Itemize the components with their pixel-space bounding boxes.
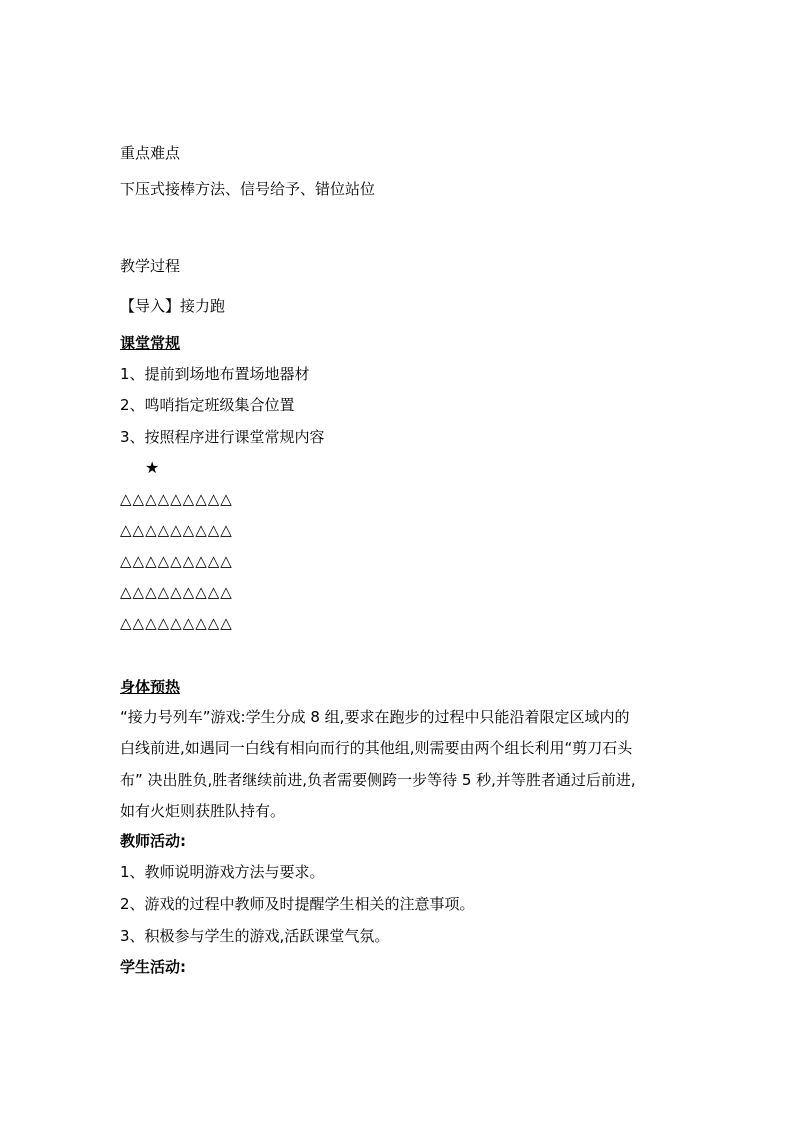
class-routine-item: 3、按照程序进行课堂常规内容 xyxy=(120,428,325,446)
key-difficulty-title: 重点难点 xyxy=(120,144,181,162)
formation-row: △△△△△△△△△ xyxy=(120,490,233,508)
teaching-process-title: 教学过程 xyxy=(120,257,181,275)
warmup-description-line: 如有火炬则获胜队持有。 xyxy=(120,802,286,820)
warmup-description-line: 白线前进,如遇同一白线有相向而行的其他组,则需要由两个组长利用“剪刀石头 xyxy=(120,739,633,757)
teacher-activity-item: 1、教师说明游戏方法与要求。 xyxy=(120,863,325,881)
class-routine-item: 1、提前到场地布置场地器材 xyxy=(120,365,310,383)
class-routine-item: 2、鸣哨指定班级集合位置 xyxy=(120,396,295,414)
teacher-activity-item: 2、游戏的过程中教师及时提醒学生相关的注意事项。 xyxy=(120,895,475,913)
teacher-star-icon: ★ xyxy=(145,458,160,477)
teaching-process-intro: 【导入】接力跑 xyxy=(120,297,226,315)
teacher-activity-item: 3、积极参与学生的游戏,活跃课堂气氛。 xyxy=(120,927,390,945)
formation-row: △△△△△△△△△ xyxy=(120,552,233,570)
teacher-activity-heading: 教师活动: xyxy=(120,832,186,850)
warmup-description-line: 布” 决出胜负,胜者继续前进,负者需要侧跨一步等待 5 秒,并等胜者通过后前进, xyxy=(120,771,636,789)
warmup-heading: 身体预热 xyxy=(120,678,181,696)
key-difficulty-content: 下压式接棒方法、信号给予、错位站位 xyxy=(120,180,376,198)
formation-row: △△△△△△△△△ xyxy=(120,583,233,601)
class-routine-heading: 课堂常规 xyxy=(120,334,181,352)
formation-row: △△△△△△△△△ xyxy=(120,614,233,632)
warmup-description-line: “接力号列车”游戏:学生分成 8 组,要求在跑步的过程中只能沿着限定区域内的 xyxy=(120,708,630,726)
formation-row: △△△△△△△△△ xyxy=(120,521,233,539)
student-activity-heading: 学生活动: xyxy=(120,958,186,976)
